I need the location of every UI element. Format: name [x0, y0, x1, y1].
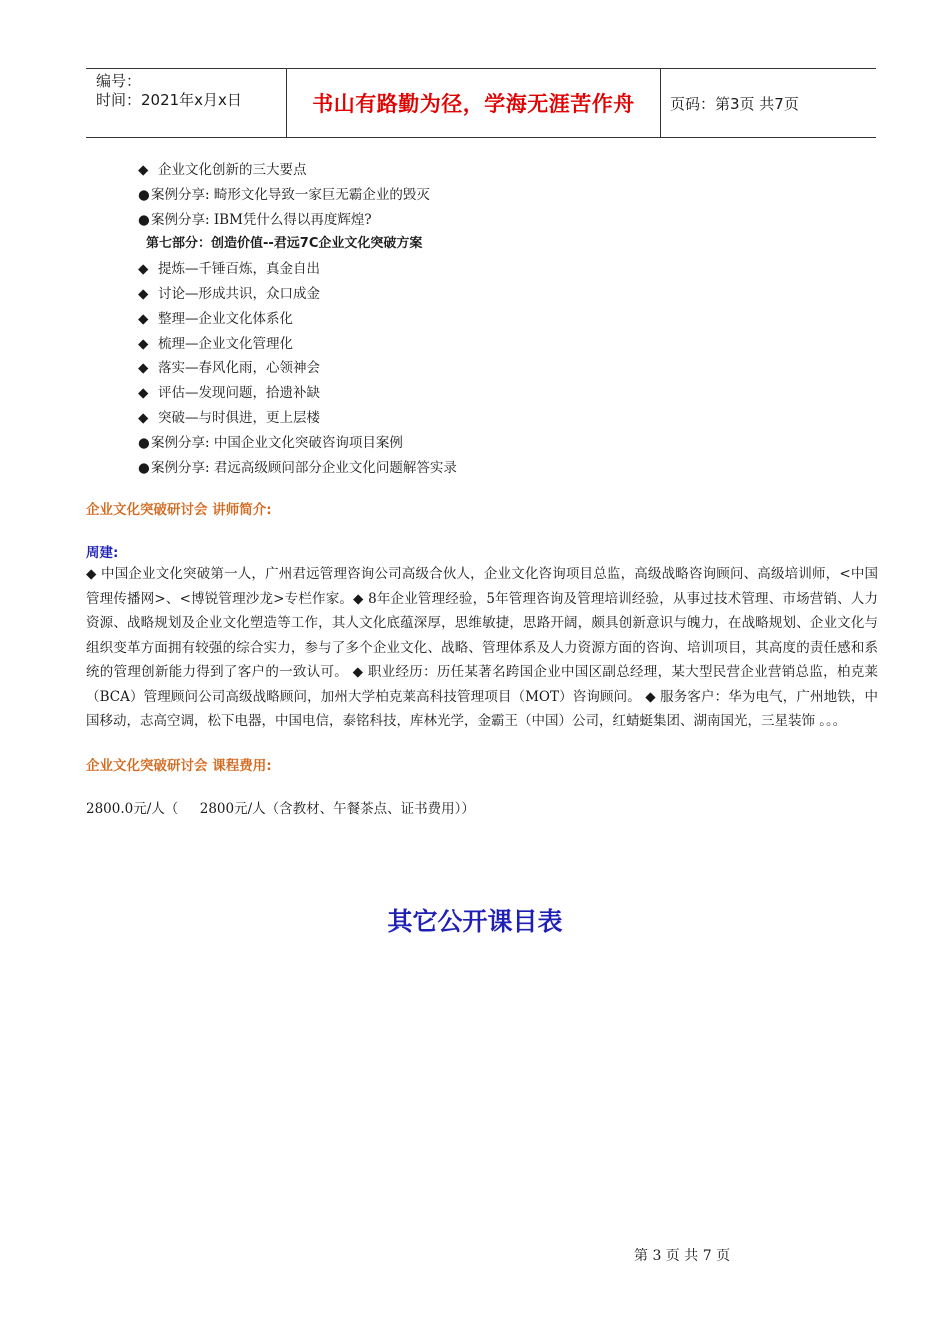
main-content — [86, 158, 881, 817]
list-item — [86, 232, 881, 257]
diamond-bullet-icon: ◆ — [138, 285, 149, 302]
header-page-info: 页码：第3页 共7页 — [670, 94, 799, 113]
list-item — [86, 183, 881, 208]
list-item — [86, 431, 881, 456]
list-item-text: 评估—发现问题，拾遗补缺 — [158, 385, 320, 402]
list-item — [86, 282, 881, 307]
list-item-text: 第七部分：创造价值--君远7C企业文化突破方案 — [146, 236, 423, 252]
diamond-bullet-icon: ◆ — [138, 261, 149, 278]
list-item-text: 案例分享: 畸形文化导致一家巨无霸企业的毁灭 — [151, 186, 430, 203]
list-item-text: 企业文化创新的三大要点 — [158, 162, 307, 178]
list-item — [86, 456, 881, 481]
list-item — [86, 356, 881, 381]
list-item — [86, 406, 881, 431]
dot-bullet-icon: ● — [138, 186, 150, 203]
list-item-text: 梳理—企业文化管理化 — [158, 335, 293, 352]
lecturer-name: 周建: — [86, 545, 119, 562]
list-item-text: 整理—企业文化体系化 — [158, 310, 293, 327]
lecturer-bio: ◆ 中国企业文化突破第一人，广州君远管理咨询公司高级合伙人，企业文化咨询项目总监，高级战略咨询顾问、高级培训师，<中国管理传播网>、<博锐管理沙龙>专栏作家。◆ 8年企业管理经验，5年管理咨询及管理培训经验，从事过技术管理、市场营销、人力资源、战略规划及企业文化塑造等工作，其人文化底蕴深厚，思维敏捷，思路开阔，颇具创新意识与魄力，在战略规划、企业文化与组织变革方面拥有较强的综合实力，参与了多个企业文化、战略、管理体系及人力资源方面的咨询、培训项目，其高度的责任感和系统的管理创新能力得到了客户的一致认可。 ◆ 职业经历：历任某著名跨国企业中国区副总经理，某大型民营企业营销总监，柏克莱（BCA）管理顾问公司高级战略顾问，加州大学柏克莱高科技管理项目（MOT）咨询顾问。 ◆ 服务客户：华为电气，广州地铁，中国移动，志高空调，松下电器，中国电信，泰铭科技，库林光学，金霸王（中国）公司，红蜻蜓集团、湖南国光，三星装饰 。。。 — [86, 566, 878, 730]
diamond-bullet-icon: ◆ — [138, 162, 149, 178]
diamond-bullet-icon: ◆ — [138, 409, 149, 426]
list-item — [86, 307, 881, 332]
outline-list — [86, 158, 881, 480]
list-item — [86, 208, 881, 233]
fee-text: 2800.0元/人（ 2800元/人（含教材、午餐茶点、证书费用）） — [86, 800, 475, 817]
header-motto: 书山有路勤为径，学海无涯苦作舟 — [287, 69, 661, 137]
header-meta — [86, 69, 287, 137]
list-item-text: 案例分享: IBM凭什么得以再度辉煌? — [151, 211, 372, 228]
lecturer-heading: 企业文化突破研讨会 讲师简介: — [86, 502, 272, 519]
diamond-bullet-icon: ◆ — [138, 335, 149, 352]
list-item-text: 突破—与时俱进，更上层楼 — [158, 409, 320, 426]
diamond-bullet-icon: ◆ — [138, 310, 149, 327]
dot-bullet-icon: ● — [138, 211, 150, 228]
dot-bullet-icon: ● — [138, 459, 150, 476]
dot-bullet-icon: ● — [138, 434, 150, 451]
list-item-text: 案例分享: 君远高级顾问部分企业文化问题解答实录 — [151, 459, 457, 476]
page-header — [86, 68, 876, 138]
list-item — [86, 332, 881, 357]
other-courses-title: 其它公开课目表 — [387, 907, 563, 936]
list-item — [86, 381, 881, 406]
list-item — [86, 158, 881, 183]
list-item-text: 落实—春风化雨，心领神会 — [158, 360, 320, 377]
diamond-bullet-icon: ◆ — [138, 360, 149, 377]
page-footer: 第 3 页 共 7 页 — [634, 1248, 731, 1264]
list-item-text: 讨论—形成共识，众口成金 — [158, 285, 320, 302]
list-item-text: 案例分享: 中国企业文化突破咨询项目案例 — [151, 434, 403, 451]
list-item-text: 提炼—千锤百炼，真金自出 — [158, 261, 320, 278]
time-label: 时间：2021年x月x日 — [96, 91, 242, 109]
number-label: 编号： — [96, 72, 142, 90]
diamond-bullet-icon: ◆ — [138, 385, 149, 402]
fee-heading: 企业文化突破研讨会 课程费用: — [86, 757, 272, 774]
list-item — [86, 257, 881, 282]
